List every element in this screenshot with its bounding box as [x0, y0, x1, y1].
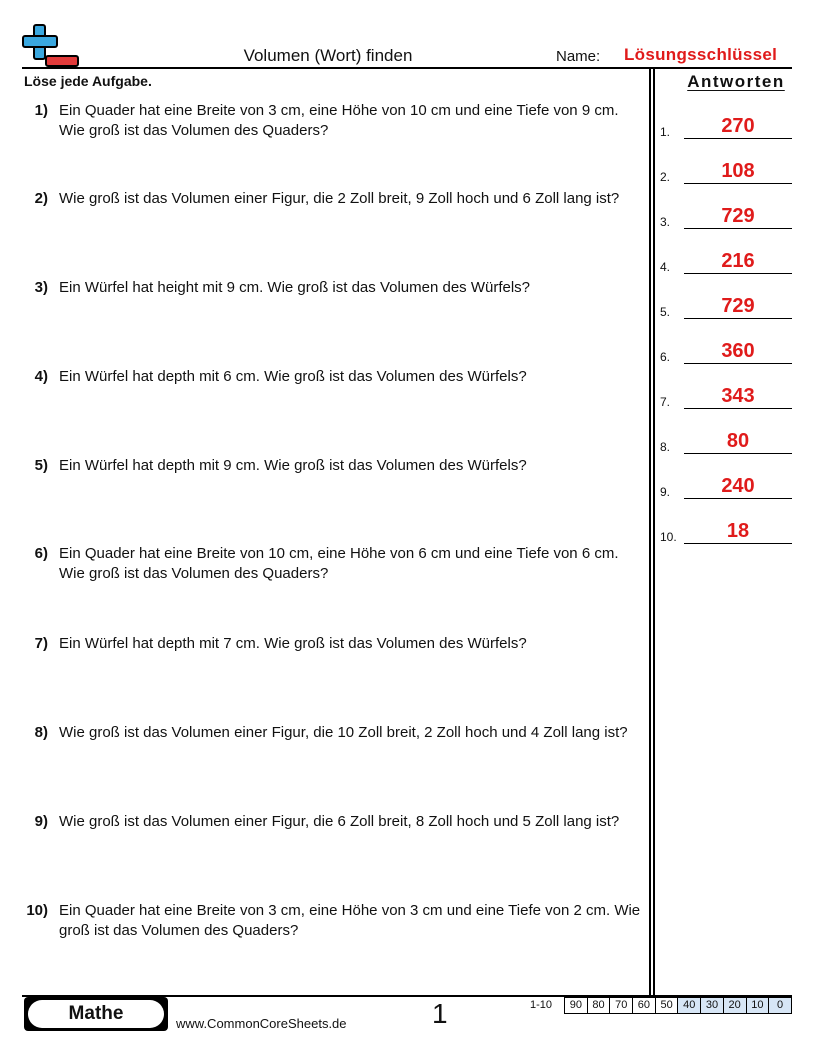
- answer-line: [684, 318, 792, 319]
- answer-row: [660, 514, 792, 544]
- answer-row: [660, 379, 792, 409]
- answer-line: [684, 273, 792, 274]
- answer-value: 80: [726, 430, 750, 452]
- question-number: 5): [34, 457, 48, 474]
- question: [24, 456, 644, 476]
- answer-line: [684, 183, 792, 184]
- question-number: 4): [34, 368, 48, 385]
- answer-row: [660, 424, 792, 454]
- site-url: www.CommonCoreSheets.de: [176, 1016, 347, 1031]
- answer-row: [660, 334, 792, 364]
- answer-row: [660, 154, 792, 184]
- question-number: 9): [34, 813, 48, 830]
- answer-row: [660, 109, 792, 139]
- question-number: 1): [34, 102, 48, 119]
- score-cell: 20: [724, 997, 747, 1014]
- score-cell: 50: [656, 997, 679, 1014]
- brand-label: Mathe: [28, 1000, 164, 1028]
- score-cell: 10: [747, 997, 770, 1014]
- instructions: Löse jede Aufgabe.: [24, 73, 152, 89]
- question-text: Ein Quader hat eine Breite von 10 cm, eine Höhe von 6 cm und eine Tiefe von 6 cm. Wie groß ist das Volumen des Quaders?: [59, 545, 619, 582]
- question: [24, 189, 644, 209]
- answer-number: 10.: [660, 530, 677, 544]
- question-text: Ein Würfel hat depth mit 6 cm. Wie groß ist das Volumen des Würfels?: [59, 368, 527, 385]
- answer-line: [684, 228, 792, 229]
- score-cell: 40: [678, 997, 701, 1014]
- page-number: 1: [432, 998, 448, 1029]
- answer-number: 4.: [660, 260, 671, 274]
- answer-number: 2.: [660, 170, 671, 184]
- answer-number: 3.: [660, 215, 671, 229]
- score-cell: 0: [769, 997, 792, 1014]
- answer-line: [684, 363, 792, 364]
- answer-number: 8.: [660, 440, 671, 454]
- question-text: Wie groß ist das Volumen einer Figur, die 10 Zoll breit, 2 Zoll hoch und 4 Zoll lang ist?: [59, 724, 628, 741]
- answer-value: 360: [721, 340, 755, 362]
- score-cell: 80: [588, 997, 611, 1014]
- answers-title: Antworten: [687, 72, 785, 91]
- question-text: Wie groß ist das Volumen einer Figur, die 6 Zoll breit, 8 Zoll hoch und 5 Zoll lang ist?: [59, 813, 620, 830]
- question-text: Ein Quader hat eine Breite von 3 cm, eine Höhe von 3 cm und eine Tiefe von 2 cm. Wie groß ist das Volumen des Quaders?: [59, 902, 641, 939]
- question: [24, 634, 644, 654]
- name-label: Name:: [556, 48, 601, 65]
- question-number: 10): [26, 902, 48, 919]
- question-text: Ein Würfel hat depth mit 9 cm. Wie groß ist das Volumen des Würfels?: [59, 457, 527, 474]
- score-cell: 30: [701, 997, 724, 1014]
- answer-value: 108: [721, 160, 755, 182]
- score-cell: 90: [565, 997, 588, 1014]
- answer-value: 343: [721, 385, 755, 407]
- answer-value: 216: [721, 250, 755, 272]
- score-range-label: 1-10: [529, 999, 553, 1011]
- answer-value: 18: [726, 520, 750, 542]
- question: [24, 723, 644, 743]
- question: [24, 901, 644, 941]
- score-table: [564, 997, 792, 1014]
- answer-row: [660, 289, 792, 319]
- answer-row: [660, 469, 792, 499]
- question: [24, 812, 644, 832]
- answer-line: [684, 543, 792, 544]
- column-divider-left: [649, 69, 651, 996]
- answer-value: 240: [721, 475, 755, 497]
- question-text: Ein Würfel hat height mit 9 cm. Wie groß ist das Volumen des Würfels?: [59, 279, 531, 296]
- question-text: Ein Quader hat eine Breite von 3 cm, eine Höhe von 10 cm und eine Tiefe von 9 cm. Wie groß ist das Volumen des Quaders?: [59, 102, 619, 139]
- column-divider-right: [653, 69, 655, 996]
- question: [24, 101, 644, 141]
- answer-line: [684, 138, 792, 139]
- question-number: 3): [34, 279, 48, 296]
- answer-row: [660, 199, 792, 229]
- question: [24, 278, 644, 298]
- question-text: Ein Würfel hat depth mit 7 cm. Wie groß ist das Volumen des Würfels?: [59, 635, 527, 652]
- question-number: 8): [34, 724, 48, 741]
- answer-number: 6.: [660, 350, 671, 364]
- answer-value: 729: [721, 295, 755, 317]
- question-number: 7): [34, 635, 48, 652]
- header-divider: [22, 67, 792, 69]
- question: [24, 367, 644, 387]
- answer-line: [684, 408, 792, 409]
- name-value: Lösungsschlüssel: [624, 45, 778, 64]
- brand-badge: [24, 997, 168, 1031]
- answer-number: 9.: [660, 485, 671, 499]
- answer-number: 1.: [660, 125, 671, 139]
- worksheet-title: Volumen (Wort) finden: [243, 46, 413, 65]
- answer-line: [684, 453, 792, 454]
- answer-value: 729: [721, 205, 755, 227]
- answer-number: 7.: [660, 395, 671, 409]
- score-cell: 60: [633, 997, 656, 1014]
- answer-line: [684, 498, 792, 499]
- answer-value: 270: [721, 115, 755, 137]
- question-text: Wie groß ist das Volumen einer Figur, die 2 Zoll breit, 9 Zoll hoch und 6 Zoll lang ist?: [59, 190, 620, 207]
- score-cell: 70: [610, 997, 633, 1014]
- question-number: 6): [34, 545, 48, 562]
- question-number: 2): [34, 190, 48, 207]
- answer-row: [660, 244, 792, 274]
- answer-number: 5.: [660, 305, 671, 319]
- question: [24, 544, 644, 584]
